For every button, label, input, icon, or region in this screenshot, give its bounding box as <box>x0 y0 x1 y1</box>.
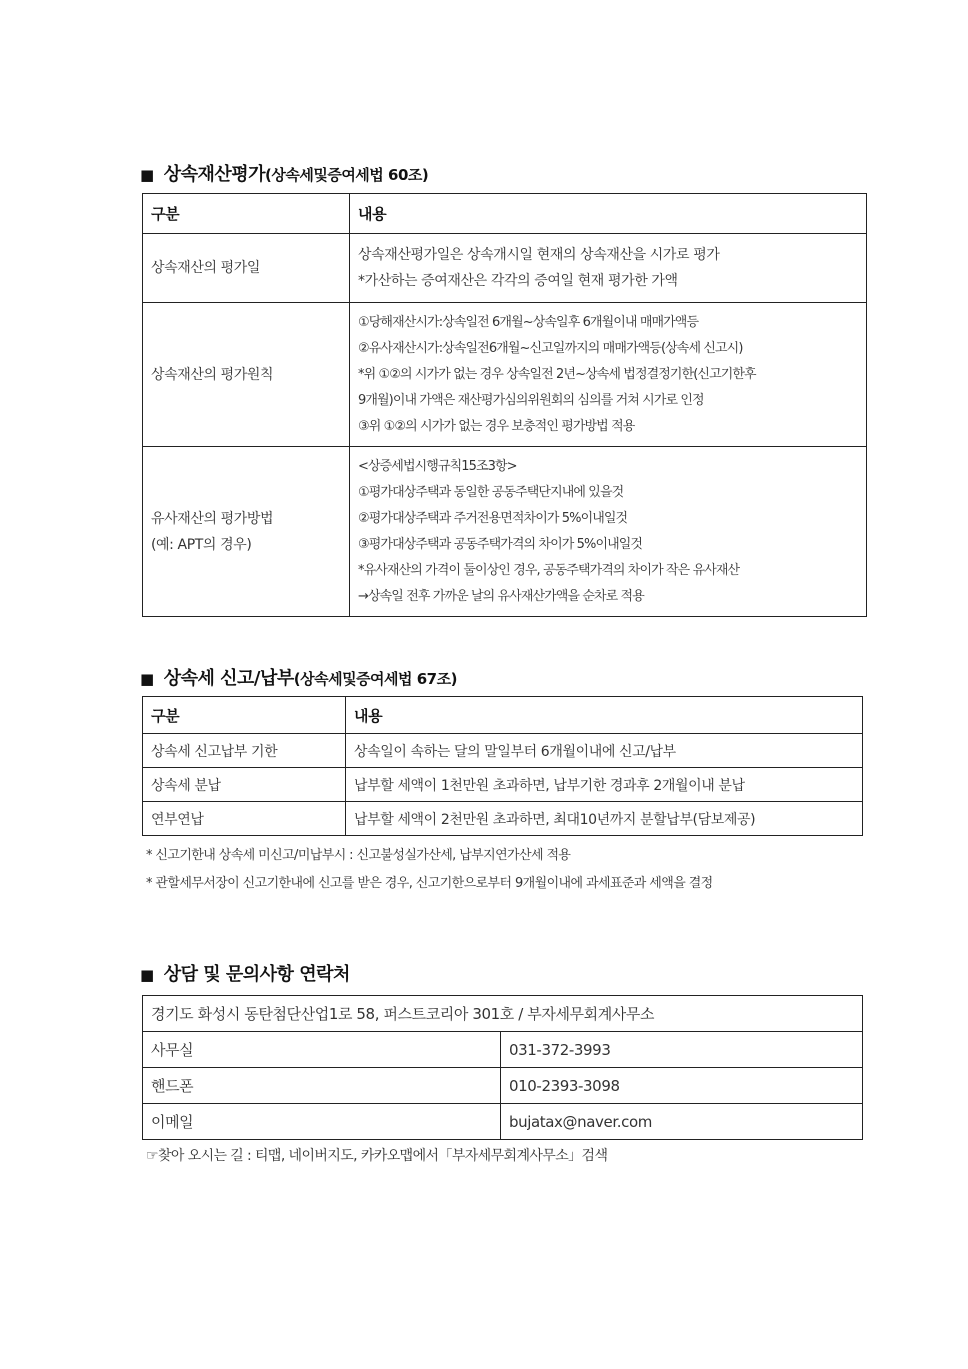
header-content: 내용 <box>350 194 867 234</box>
contact-label: 핸드폰 <box>143 1068 501 1104</box>
table-header-row <box>143 194 867 234</box>
row-content: 납부할 세액이 2천만원 초과하면, 최대10년까지 분할납부(담보제공) <box>346 802 863 836</box>
row-content <box>350 447 867 617</box>
contact-label: 이메일 <box>143 1104 501 1140</box>
directions-note: ☞찾아 오시는 길 : 티맵, 네이버지도, 카카오맵에서「부자세무회계사무소」검색 <box>146 1148 608 1164</box>
row-label: 연부연납 <box>143 802 346 836</box>
label-line: 상속재산의 평가원칙 <box>151 366 274 383</box>
valuation-title: 상속재산평가 <box>163 164 266 185</box>
filing-note: * 관할세무서장이 신고기한내에 신고를 받은 경우, 신고기한으로부터 9개월이내에 과세표준과 세액을 결정 <box>146 876 713 891</box>
section-title-filing <box>140 664 457 690</box>
bullet-square-icon: ■ <box>140 670 154 688</box>
content-line: *위 ①②의 시가가 없는 경우 상속일전 2년~상속세 법정결정기한(신고기한후 <box>358 366 756 382</box>
section-title-valuation <box>140 160 428 186</box>
table-row <box>143 303 867 447</box>
table-header-row <box>143 697 863 734</box>
content-line: →상속일 전후 가까운 날의 유사재산가액을 순차로 적용 <box>358 588 644 604</box>
filing-subtitle: (상속세및증여세법 67조) <box>293 670 457 688</box>
content-line: ③위 ①②의 시가가 없는 경우 보충적인 평가방법 적용 <box>358 418 635 434</box>
row-content: 납부할 세액이 1천만원 초과하면, 납부기한 경과후 2개월이내 분납 <box>346 768 863 802</box>
row-content <box>350 234 867 303</box>
content-line: <상증세법시행규칙15조3항> <box>358 458 517 474</box>
table-row <box>143 734 863 768</box>
contact-title: 상담 및 문의사항 연락처 <box>163 964 350 985</box>
content-line: *가산하는 증여재산은 각각의 증여일 현재 평가한 가액 <box>358 273 678 289</box>
content-line: ②유사재산시가:상속일전6개월~신고일까지의 매매가액등(상속세 신고시) <box>358 340 743 356</box>
row-label <box>143 303 350 447</box>
label-line: 유사재산의 평가방법 <box>151 510 274 527</box>
filing-table <box>142 696 863 836</box>
table-row <box>143 802 863 836</box>
content-line: ③평가대상주택과 공동주택가격의 차이가 5%이내일것 <box>358 536 643 552</box>
header-category: 구분 <box>143 697 346 734</box>
row-label: 상속세 분납 <box>143 768 346 802</box>
bullet-square-icon: ■ <box>140 166 154 184</box>
label-line: (예: APT의 경우) <box>151 536 252 553</box>
table-row <box>143 996 863 1032</box>
row-content <box>350 303 867 447</box>
label-line: 상속재산의 평가일 <box>151 260 261 276</box>
table-row <box>143 447 867 617</box>
filing-note: * 신고기한내 상속세 미신고/미납부시 : 신고불성실가산세, 납부지연가산세 적용 <box>146 848 571 863</box>
content-line: *유사재산의 가격이 둘이상인 경우, 공동주택가격의 차이가 작은 유사재산 <box>358 562 740 578</box>
contact-value: 031-372-3993 <box>501 1032 863 1068</box>
contact-address: 경기도 화성시 동탄첨단산업1로 58, 퍼스트코리아 301호 / 부자세무회계사무소 <box>143 996 863 1032</box>
content-line: ①평가대상주택과 동일한 공동주택단지내에 있을것 <box>358 484 624 500</box>
row-label <box>143 234 350 303</box>
filing-title: 상속세 신고/납부 <box>163 668 294 689</box>
contact-label: 사무실 <box>143 1032 501 1068</box>
row-content: 상속일이 속하는 달의 말일부터 6개월이내에 신고/납부 <box>346 734 863 768</box>
contact-table <box>142 995 863 1140</box>
content-line: ①당해재산시가:상속일전 6개월~상속일후 6개월이내 매매가액등 <box>358 314 699 330</box>
header-content: 내용 <box>346 697 863 734</box>
content-line: 상속재산평가일은 상속개시일 현재의 상속재산을 시가로 평가 <box>358 247 720 263</box>
table-row <box>143 1068 863 1104</box>
valuation-subtitle: (상속세및증여세법 60조) <box>265 166 429 184</box>
contact-value: 010-2393-3098 <box>501 1068 863 1104</box>
bullet-square-icon: ■ <box>140 966 154 984</box>
header-category: 구분 <box>143 194 350 234</box>
row-label: 상속세 신고납부 기한 <box>143 734 346 768</box>
table-row <box>143 1032 863 1068</box>
content-line: ②평가대상주택과 주거전용면적차이가 5%이내일것 <box>358 510 628 526</box>
row-label <box>143 447 350 617</box>
section-title-contact <box>140 960 350 986</box>
contact-email: bujatax@naver.com <box>501 1104 863 1140</box>
table-row <box>143 768 863 802</box>
content-line: 9개월)이내 가액은 재산평가심의위원회의 심의를 거쳐 시가로 인정 <box>358 392 704 408</box>
table-row <box>143 1104 863 1140</box>
valuation-table <box>142 193 867 617</box>
table-row <box>143 234 867 303</box>
